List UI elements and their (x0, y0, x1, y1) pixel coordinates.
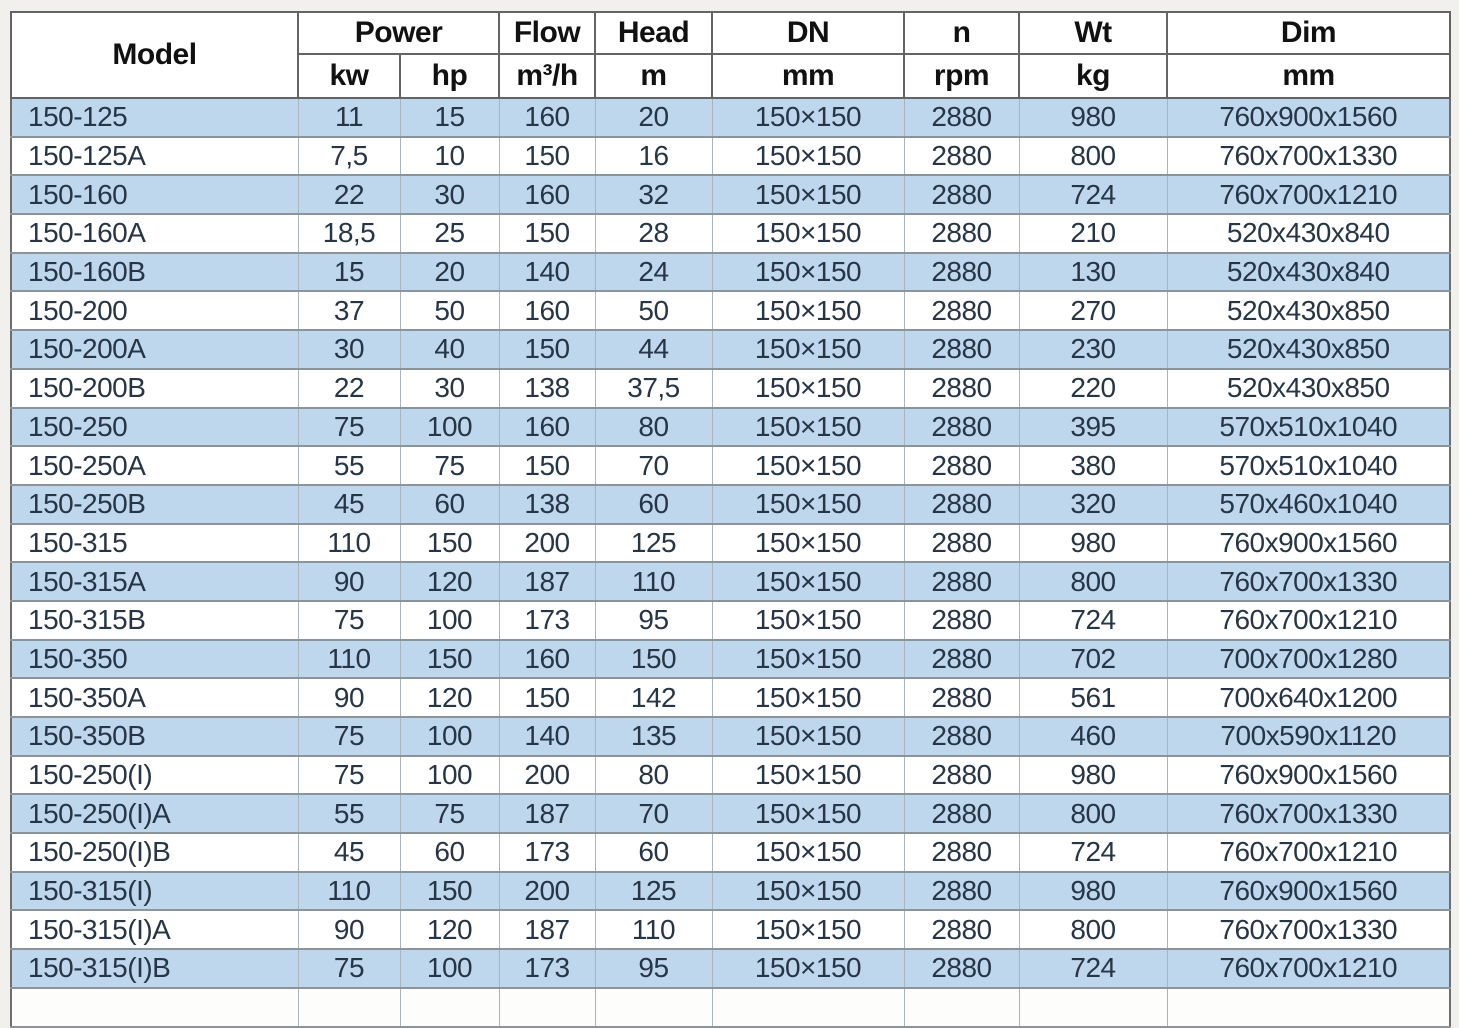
cell-power-hp: 75 (400, 794, 499, 833)
cell-power-kw: 7,5 (298, 137, 400, 176)
cell-power-kw (298, 988, 400, 1027)
cell-power-kw: 110 (298, 640, 400, 679)
cell-flow: 140 (499, 717, 595, 756)
col-header-dn: DN (712, 12, 904, 54)
cell-power-hp: 150 (400, 640, 499, 679)
cell-dn: 150×150 (712, 794, 904, 833)
cell-weight: 800 (1019, 562, 1167, 601)
table-header (11, 12, 1450, 98)
cell-power-hp: 150 (400, 524, 499, 563)
cell-weight: 220 (1019, 369, 1167, 408)
cell-head: 142 (595, 678, 712, 717)
cell-rpm: 2880 (904, 872, 1019, 911)
cell-power-kw: 30 (298, 330, 400, 369)
cell-rpm: 2880 (904, 910, 1019, 949)
cell-rpm: 2880 (904, 330, 1019, 369)
cell-power-kw: 55 (298, 446, 400, 485)
cell-rpm: 2880 (904, 640, 1019, 679)
cell-dimensions: 700x700x1280 (1167, 640, 1450, 679)
cell-power-hp: 15 (400, 98, 499, 137)
cell-power-kw: 11 (298, 98, 400, 137)
table-row (11, 175, 1450, 214)
cell-flow: 173 (499, 601, 595, 640)
cell-model: 150-125A (11, 137, 298, 176)
cell-power-kw: 75 (298, 408, 400, 447)
cell-head: 125 (595, 872, 712, 911)
cell-dimensions: 760x700x1210 (1167, 949, 1450, 988)
cell-model: 150-315(I)B (11, 949, 298, 988)
cell-flow: 187 (499, 562, 595, 601)
cell-head: 95 (595, 601, 712, 640)
table-row (11, 408, 1450, 447)
cell-head: 60 (595, 833, 712, 872)
cell-model: 150-350 (11, 640, 298, 679)
cell-weight: 270 (1019, 291, 1167, 330)
cell-power-kw: 75 (298, 717, 400, 756)
cell-power-hp: 40 (400, 330, 499, 369)
cell-flow: 138 (499, 485, 595, 524)
cell-dimensions: 760x700x1210 (1167, 175, 1450, 214)
cell-power-kw: 90 (298, 678, 400, 717)
cell-power-hp: 100 (400, 601, 499, 640)
cell-rpm: 2880 (904, 214, 1019, 253)
cell-weight: 130 (1019, 253, 1167, 292)
unit-header-flow: m³/h (499, 54, 595, 98)
cell-head: 110 (595, 562, 712, 601)
table-row (11, 485, 1450, 524)
cell-model: 150-315 (11, 524, 298, 563)
cell-dimensions: 760x700x1210 (1167, 601, 1450, 640)
cell-rpm: 2880 (904, 833, 1019, 872)
cell-flow: 160 (499, 291, 595, 330)
cell-weight: 800 (1019, 910, 1167, 949)
cell-weight: 724 (1019, 833, 1167, 872)
cell-rpm: 2880 (904, 137, 1019, 176)
cell-dn: 150×150 (712, 640, 904, 679)
cell-power-hp: 120 (400, 910, 499, 949)
cell-dimensions: 760x700x1330 (1167, 562, 1450, 601)
cell-weight: 980 (1019, 872, 1167, 911)
unit-header-n: rpm (904, 54, 1019, 98)
table-row (11, 601, 1450, 640)
table-row (11, 833, 1450, 872)
cell-weight: 210 (1019, 214, 1167, 253)
table-row (11, 640, 1450, 679)
unit-header-kw: kw (298, 54, 400, 98)
cell-dimensions: 760x700x1330 (1167, 910, 1450, 949)
cell-flow: 200 (499, 524, 595, 563)
cell-head: 70 (595, 794, 712, 833)
cell-weight: 800 (1019, 794, 1167, 833)
cell-model: 150-200B (11, 369, 298, 408)
cell-power-hp: 100 (400, 717, 499, 756)
cell-flow: 160 (499, 640, 595, 679)
cell-dimensions: 760x700x1210 (1167, 833, 1450, 872)
cell-dimensions: 760x900x1560 (1167, 524, 1450, 563)
cell-model: 150-250(I) (11, 756, 298, 795)
cell-dn: 150×150 (712, 833, 904, 872)
cell-model: 150-250(I)A (11, 794, 298, 833)
cell-rpm: 2880 (904, 524, 1019, 563)
cell-flow: 150 (499, 446, 595, 485)
table-row (11, 794, 1450, 833)
table-row (11, 369, 1450, 408)
cell-weight: 724 (1019, 949, 1167, 988)
cell-power-hp: 20 (400, 253, 499, 292)
cell-model: 150-125 (11, 98, 298, 137)
cell-flow: 150 (499, 214, 595, 253)
cell-flow: 150 (499, 137, 595, 176)
cell-power-kw: 37 (298, 291, 400, 330)
cell-weight: 980 (1019, 524, 1167, 563)
cell-head: 80 (595, 756, 712, 795)
cell-dn: 150×150 (712, 872, 904, 911)
cell-power-hp: 100 (400, 756, 499, 795)
cell-dn: 150×150 (712, 678, 904, 717)
cell-power-hp: 120 (400, 562, 499, 601)
unit-header-head: m (595, 54, 712, 98)
cell-model: 150-350B (11, 717, 298, 756)
cell-power-kw: 18,5 (298, 214, 400, 253)
table-row (11, 949, 1450, 988)
table-row (11, 910, 1450, 949)
cell-model: 150-200A (11, 330, 298, 369)
cell-weight: 230 (1019, 330, 1167, 369)
cell-rpm: 2880 (904, 562, 1019, 601)
cell-dn (712, 988, 904, 1027)
cell-rpm: 2880 (904, 446, 1019, 485)
cell-power-hp: 100 (400, 408, 499, 447)
cell-model: 150-250B (11, 485, 298, 524)
cell-head: 125 (595, 524, 712, 563)
cell-power-hp: 60 (400, 833, 499, 872)
table-row (11, 137, 1450, 176)
cell-weight: 460 (1019, 717, 1167, 756)
cell-dimensions: 520x430x840 (1167, 253, 1450, 292)
cell-head: 70 (595, 446, 712, 485)
cell-model: 150-250A (11, 446, 298, 485)
cell-flow: 187 (499, 910, 595, 949)
cell-flow (499, 988, 595, 1027)
col-header-head: Head (595, 12, 712, 54)
cell-rpm: 2880 (904, 485, 1019, 524)
col-header-flow: Flow (499, 12, 595, 54)
cell-flow: 160 (499, 175, 595, 214)
cell-rpm: 2880 (904, 291, 1019, 330)
cell-weight: 395 (1019, 408, 1167, 447)
cell-model (11, 988, 298, 1027)
cell-power-kw: 22 (298, 175, 400, 214)
cell-flow: 150 (499, 330, 595, 369)
cell-rpm: 2880 (904, 717, 1019, 756)
cell-rpm (904, 988, 1019, 1027)
cell-dimensions: 700x590x1120 (1167, 717, 1450, 756)
cell-model: 150-160 (11, 175, 298, 214)
cell-weight: 800 (1019, 137, 1167, 176)
cell-weight: 980 (1019, 98, 1167, 137)
unit-header-hp: hp (400, 54, 499, 98)
cell-flow: 200 (499, 756, 595, 795)
pump-spec-table (10, 11, 1451, 1028)
cell-weight: 702 (1019, 640, 1167, 679)
cell-dimensions: 570x510x1040 (1167, 408, 1450, 447)
cell-dimensions: 570x510x1040 (1167, 446, 1450, 485)
table-row-partial (11, 988, 1450, 1027)
cell-dimensions: 760x700x1330 (1167, 137, 1450, 176)
cell-flow: 173 (499, 833, 595, 872)
cell-dn: 150×150 (712, 369, 904, 408)
cell-dimensions: 520x430x850 (1167, 369, 1450, 408)
cell-model: 150-160B (11, 253, 298, 292)
cell-head: 150 (595, 640, 712, 679)
cell-flow: 173 (499, 949, 595, 988)
cell-dimensions: 700x640x1200 (1167, 678, 1450, 717)
cell-power-hp: 30 (400, 175, 499, 214)
cell-dn: 150×150 (712, 330, 904, 369)
cell-weight: 724 (1019, 175, 1167, 214)
cell-head: 24 (595, 253, 712, 292)
col-header-power: Power (298, 12, 499, 54)
cell-dn: 150×150 (712, 756, 904, 795)
table-body (11, 98, 1450, 1027)
cell-flow: 150 (499, 678, 595, 717)
cell-rpm: 2880 (904, 175, 1019, 214)
cell-dimensions: 520x430x840 (1167, 214, 1450, 253)
cell-power-hp: 75 (400, 446, 499, 485)
cell-dn: 150×150 (712, 214, 904, 253)
cell-power-hp: 30 (400, 369, 499, 408)
cell-flow: 187 (499, 794, 595, 833)
cell-dimensions: 760x900x1560 (1167, 872, 1450, 911)
cell-dn: 150×150 (712, 949, 904, 988)
cell-power-hp: 10 (400, 137, 499, 176)
table-row (11, 872, 1450, 911)
cell-weight: 561 (1019, 678, 1167, 717)
cell-model: 150-315(I)A (11, 910, 298, 949)
cell-rpm: 2880 (904, 794, 1019, 833)
cell-power-kw: 45 (298, 485, 400, 524)
cell-dn: 150×150 (712, 446, 904, 485)
table-row (11, 524, 1450, 563)
cell-rpm: 2880 (904, 369, 1019, 408)
cell-power-kw: 55 (298, 794, 400, 833)
table-row (11, 253, 1450, 292)
cell-head: 44 (595, 330, 712, 369)
cell-weight: 320 (1019, 485, 1167, 524)
cell-head: 60 (595, 485, 712, 524)
cell-dimensions (1167, 988, 1450, 1027)
cell-head: 50 (595, 291, 712, 330)
table-row (11, 446, 1450, 485)
cell-model: 150-350A (11, 678, 298, 717)
cell-dn: 150×150 (712, 910, 904, 949)
table-row (11, 717, 1450, 756)
cell-dimensions: 760x700x1330 (1167, 794, 1450, 833)
cell-dn: 150×150 (712, 524, 904, 563)
cell-power-kw: 90 (298, 910, 400, 949)
cell-model: 150-315B (11, 601, 298, 640)
cell-model: 150-315(I) (11, 872, 298, 911)
cell-power-kw: 75 (298, 601, 400, 640)
unit-header-wt: kg (1019, 54, 1167, 98)
cell-head: 37,5 (595, 369, 712, 408)
table-row (11, 756, 1450, 795)
cell-power-hp (400, 988, 499, 1027)
cell-dn: 150×150 (712, 253, 904, 292)
cell-dn: 150×150 (712, 137, 904, 176)
cell-flow: 140 (499, 253, 595, 292)
cell-rpm: 2880 (904, 756, 1019, 795)
cell-power-kw: 22 (298, 369, 400, 408)
cell-dimensions: 520x430x850 (1167, 330, 1450, 369)
cell-dn: 150×150 (712, 601, 904, 640)
cell-head: 16 (595, 137, 712, 176)
table-row (11, 214, 1450, 253)
cell-rpm: 2880 (904, 601, 1019, 640)
cell-power-hp: 60 (400, 485, 499, 524)
cell-power-hp: 100 (400, 949, 499, 988)
cell-model: 150-250 (11, 408, 298, 447)
cell-dn: 150×150 (712, 485, 904, 524)
cell-dn: 150×150 (712, 562, 904, 601)
cell-head: 20 (595, 98, 712, 137)
cell-head: 32 (595, 175, 712, 214)
cell-dimensions: 520x430x850 (1167, 291, 1450, 330)
spec-table-container (10, 11, 1449, 1028)
cell-rpm: 2880 (904, 253, 1019, 292)
cell-weight: 980 (1019, 756, 1167, 795)
table-row (11, 98, 1450, 137)
cell-power-kw: 75 (298, 756, 400, 795)
col-header-n: n (904, 12, 1019, 54)
cell-dimensions: 570x460x1040 (1167, 485, 1450, 524)
cell-weight: 380 (1019, 446, 1167, 485)
unit-header-dn: mm (712, 54, 904, 98)
cell-dimensions: 760x900x1560 (1167, 98, 1450, 137)
cell-dn: 150×150 (712, 98, 904, 137)
cell-head: 28 (595, 214, 712, 253)
cell-weight: 724 (1019, 601, 1167, 640)
cell-rpm: 2880 (904, 98, 1019, 137)
col-header-wt: Wt (1019, 12, 1167, 54)
cell-dn: 150×150 (712, 291, 904, 330)
cell-dimensions: 760x900x1560 (1167, 756, 1450, 795)
table-row (11, 291, 1450, 330)
cell-model: 150-160A (11, 214, 298, 253)
cell-head: 95 (595, 949, 712, 988)
cell-power-kw: 15 (298, 253, 400, 292)
cell-power-kw: 75 (298, 949, 400, 988)
cell-rpm: 2880 (904, 678, 1019, 717)
cell-model: 150-315A (11, 562, 298, 601)
cell-dn: 150×150 (712, 408, 904, 447)
unit-header-dim: mm (1167, 54, 1450, 98)
cell-weight (1019, 988, 1167, 1027)
cell-head: 110 (595, 910, 712, 949)
cell-flow: 160 (499, 98, 595, 137)
table-row (11, 678, 1450, 717)
cell-power-kw: 45 (298, 833, 400, 872)
cell-flow: 200 (499, 872, 595, 911)
cell-flow: 160 (499, 408, 595, 447)
col-header-model: Model (11, 12, 298, 98)
table-row (11, 562, 1450, 601)
cell-power-kw: 110 (298, 872, 400, 911)
cell-rpm: 2880 (904, 949, 1019, 988)
cell-dn: 150×150 (712, 717, 904, 756)
col-header-dim: Dim (1167, 12, 1450, 54)
cell-flow: 138 (499, 369, 595, 408)
cell-head: 80 (595, 408, 712, 447)
table-row (11, 330, 1450, 369)
cell-model: 150-250(I)B (11, 833, 298, 872)
cell-power-kw: 90 (298, 562, 400, 601)
cell-head: 135 (595, 717, 712, 756)
cell-dn: 150×150 (712, 175, 904, 214)
cell-rpm: 2880 (904, 408, 1019, 447)
cell-power-hp: 150 (400, 872, 499, 911)
cell-power-kw: 110 (298, 524, 400, 563)
cell-power-hp: 50 (400, 291, 499, 330)
cell-head (595, 988, 712, 1027)
cell-model: 150-200 (11, 291, 298, 330)
cell-power-hp: 120 (400, 678, 499, 717)
cell-power-hp: 25 (400, 214, 499, 253)
header-row-labels (11, 12, 1450, 54)
